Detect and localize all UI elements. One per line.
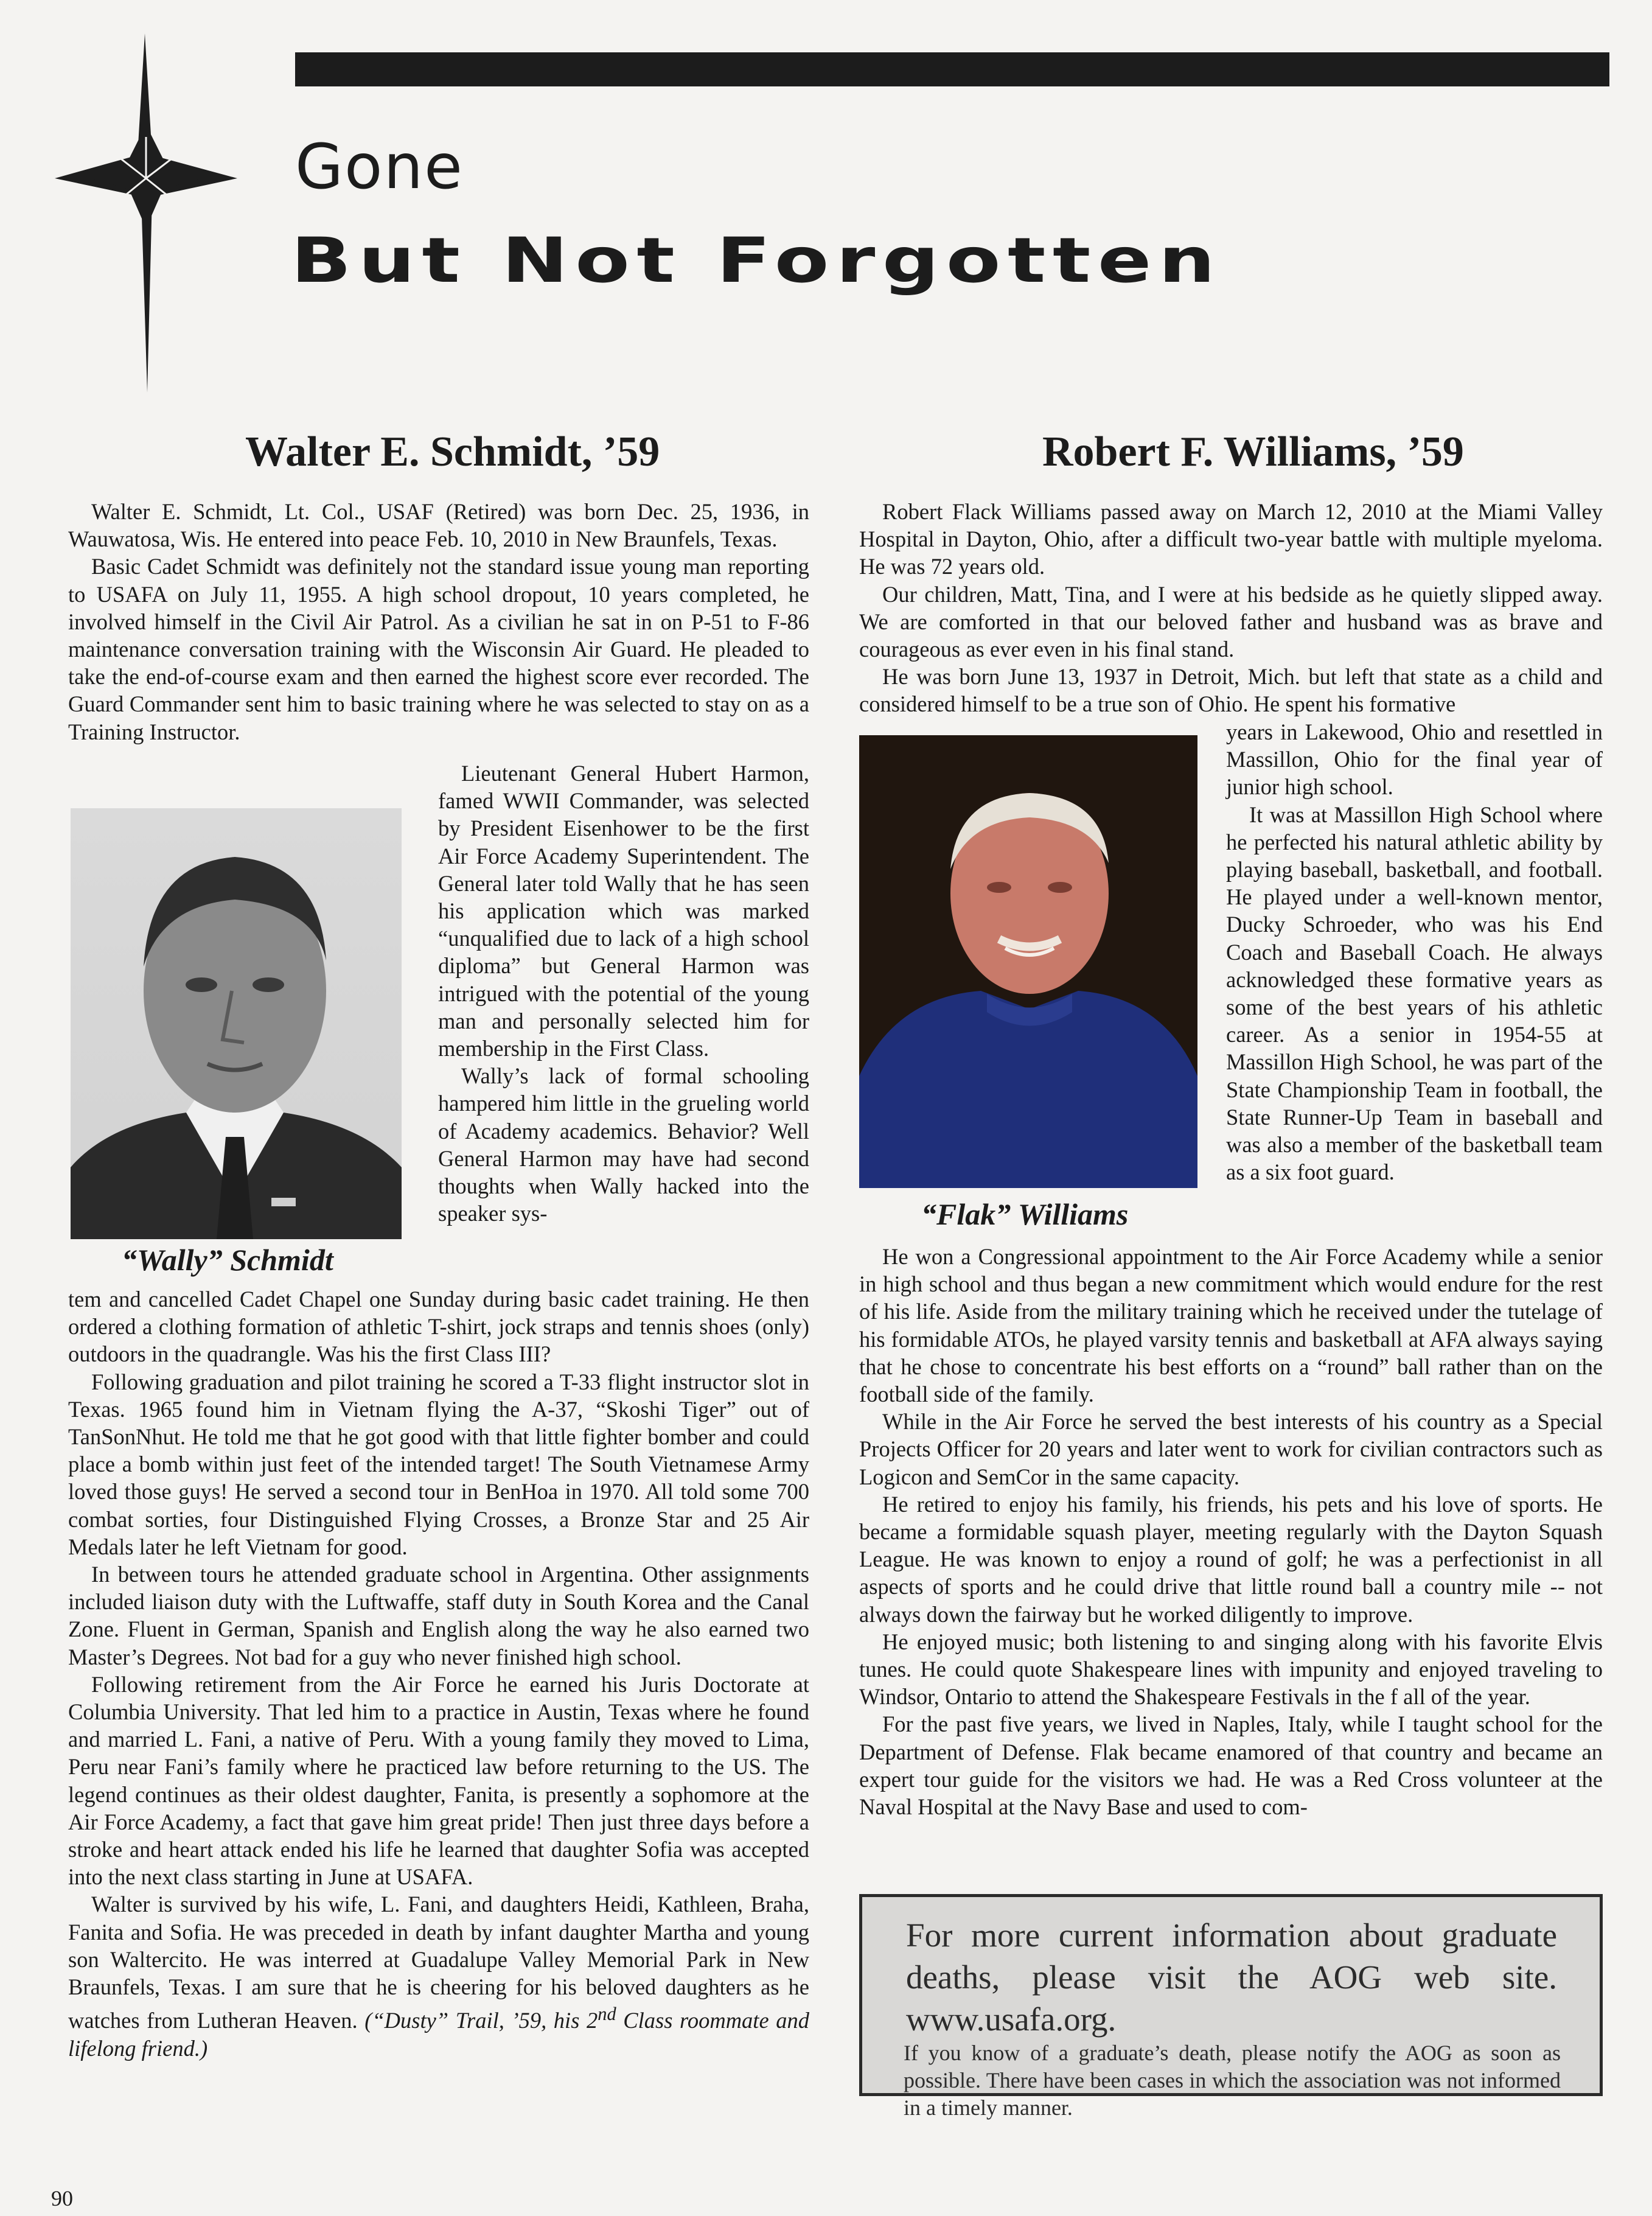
paragraph: He enjoyed music; both listening to and singing along with his favorite Elvis tunes. He could quote Shakespeare lines with impunity and enjoyed traveling to Windsor, Ontario to attend the Shakespeare Festivals in the f all of the year. [859, 1629, 1603, 1710]
paragraph: It was at Massillon High School where he perfected his natural athletic ability by playing baseball, basketball, and football. He played under a well-known mentor, Ducky Schroeder, who was his End Coach and Baseball Coach. He always acknowledged these formative years as some of the best years of his athletic career. As a senior in 1954-55 at Massillon High School, he was part of the State Championship Team in football, the State Runner-Up Team in baseball and was also a member of the basketball team as a six foot guard. [1226, 802, 1603, 1185]
obituary-heading-schmidt: Walter E. Schmidt, ’59 [245, 428, 660, 475]
schmidt-intro-text [68, 498, 809, 746]
page-number: 90 [51, 2186, 73, 2211]
aog-notice-box [859, 1894, 1603, 2120]
williams-intro-text [859, 498, 1603, 718]
paragraph: In between tours he attended graduate school in Argentina. Other assignments included liaison duty with the Luftwaffe, staff duty in South Korea and the Canal Zone. Fluent in German, Spanish and English along the way he also earned two Master’s Degrees. Not bad for a guy who never finished high school. [68, 1562, 809, 1669]
paragraph: Robert Flack Williams passed away on March 12, 2010 at the Miami Valley Hospital in Dayton, Ohio, after a difficult two-year battle with multiple myeloma. He was 72 years old. [859, 499, 1603, 579]
star-emblem-icon [55, 33, 243, 393]
signature: (“Dusty” Trail, ’59, his 2nd Class roommate and lifelong friend.) [68, 2004, 809, 2061]
williams-wrap-text [1226, 718, 1603, 1186]
paragraph: Wally’s lack of formal schooling hampered him little in the grueling world of Academy academics. Behavior? Well General Harmon may have had second thoughts when Wally hacked into the speaker sys- [438, 1063, 809, 1226]
header-rule [295, 52, 1609, 86]
notice-website-text: For more current information about graduate deaths, please visit the AOG web site. www.usafa.org. [906, 1917, 1557, 2038]
paragraph: While in the Air Force he served the best interests of his country as a Special Projects Officer for 20 years and later went to work for civilian contractors such as Logicon and SemCor in the same capacity. [859, 1409, 1603, 1489]
williams-photo [859, 735, 1197, 1188]
paragraph: Lieutenant General Hubert Harmon, famed WWII Commander, was selected by President Eisenhower to be the first Air Force Academy Superintendent. The General later told Wally that he has seen his application which was marked “unqualified due to lack of a high school diploma” but General Harmon was intrigued with the potential of the young man and personally selected him for membership in the First Class. [438, 761, 809, 1061]
title-gone: Gone [295, 131, 464, 203]
paragraph: For the past five years, we lived in Naples, Italy, while I taught school for the Department of Defense. Flak became enamored of that country and became an expert tour guide for the visitors we had. He was a Red Cross volunteer at the Naval Hospital at the Navy Base and used to com- [859, 1711, 1603, 1820]
paragraph: Walter E. Schmidt, Lt. Col., USAF (Retired) was born Dec. 25, 1936, in Wauwatosa, Wis. He entered into peace Feb. 10, 2010 in New Braunfels, Texas. [68, 499, 809, 552]
paragraph: He won a Congressional appointment to the Air Force Academy while a senior in high school and thus began a new commitment which would endure for the rest of his life. Aside from the military training which he received under the tutelage of his formidable ATOs, he played varsity tennis and basketball at AFA always saying that he chose to concentrate his best efforts on a “round” ball rather than on the football side of the family. [859, 1244, 1603, 1407]
schmidt-photo-caption: “Wally” Schmidt [122, 1243, 333, 1277]
portrait-photo-icon [859, 735, 1197, 1188]
schmidt-body-text [68, 1285, 809, 2062]
schmidt-photo [71, 808, 402, 1239]
portrait-photo-icon [71, 808, 402, 1239]
paragraph: Following retirement from the Air Force he earned his Juris Doctorate at Columbia University. That led him to a practice in Austin, Texas where he found and married L. Fani, a native of Peru. With a young family they moved to Lima, Peru near Fani’s family where he practiced law before returning to the US. The legend continues as their oldest daughter, Fanita, is presently a sophomore at the Air Force Academy, a fact that gave him great pride! Then just three days before a stroke and heart attack ended his life he learned that daughter Sofia was accepted into the next class starting in June at USAFA. [68, 1671, 809, 1890]
williams-photo-caption: “Flak” Williams [921, 1197, 1129, 1231]
paragraph: years in Lakewood, Ohio and resettled in Massillon, Ohio for the final year of junior high school. [1226, 719, 1603, 800]
williams-body-text [859, 1243, 1603, 1820]
title-but-not-forgotten: But Not Forgotten [291, 225, 1222, 297]
obituary-heading-williams: Robert F. Williams, ’59 [1042, 428, 1464, 475]
notice-contact-text: If you know of a graduate’s death, please notify the AOG as soon as possible. There have been cases in which the association was not informed in a timely manner. [904, 2041, 1561, 2120]
paragraph: He was born June 13, 1937 in Detroit, Mich. but left that state as a child and considered himself to be a true son of Ohio. He spent his formative [859, 664, 1603, 717]
paragraph-text: Walter is survived by his wife, L. Fani, and daughters Heidi, Kathleen, Braha, Fanita and Sofia. He was preceded in death by infant daughter Martha and young son Waltercito. He was interred at Guadalupe Valley Memorial Park in New Braunfels, Texas. I am sure that he is cheering for his beloved daughters as he watches from Lutheran Heaven. [68, 1892, 809, 2033]
paragraph: Basic Cadet Schmidt was definitely not the standard issue young man reporting to USAFA on July 11, 1955. A high school dropout, 10 years completed, he involved himself in the Civil Air Patrol. As a civilian he sat in on P-51 to F-86 maintenance conversation training with the Wisconsin Air Guard. He pleaded to take the end-of-course exam and then earned the highest score ever recorded. The Guard Commander sent him to basic training where he was selected to stay on as a Training Instructor. [68, 554, 809, 744]
paragraph [68, 1890, 809, 2061]
paragraph: Following graduation and pilot training he scored a T-33 flight instructor slot in Texas. 1965 found him in Vietnam flying the A-37, “Skoshi Tiger” out of TanSonNhut. He told me that he got good with that little fighter bomber and could place a bomb within just feet of the intended target! The South Vietnamese Army loved those guys! He served a second tour in BenHoa in 1970. All told some 700 combat sorties, four Distinguished Flying Crosses, a Bronze Star and 25 Air Medals later he left Vietnam for good. [68, 1369, 809, 1559]
schmidt-wrap-text [438, 760, 809, 1227]
paragraph: Our children, Matt, Tina, and I were at his bedside as he quietly slipped away. We are comforted in that our beloved father and husband was as brave and courageous as ever even in his final stand. [859, 581, 1603, 662]
paragraph: He retired to enjoy his family, his friends, his pets and his love of sports. He became a formidable squash player, meeting regularly with the Dayton Squash League. He was known to enjoy a round of golf; he was a perfectionist in all aspects of sports and he could drive that little round ball a country mile -- not always down the fairway but he worked diligently to improve. [859, 1491, 1603, 1627]
paragraph: tem and cancelled Cadet Chapel one Sunday during basic cadet training. He then ordered a clothing formation of athletic T-shirt, jock straps and tennis shoes (only) outdoors in the quadrangle. Was his the first Class III? [68, 1287, 809, 1367]
